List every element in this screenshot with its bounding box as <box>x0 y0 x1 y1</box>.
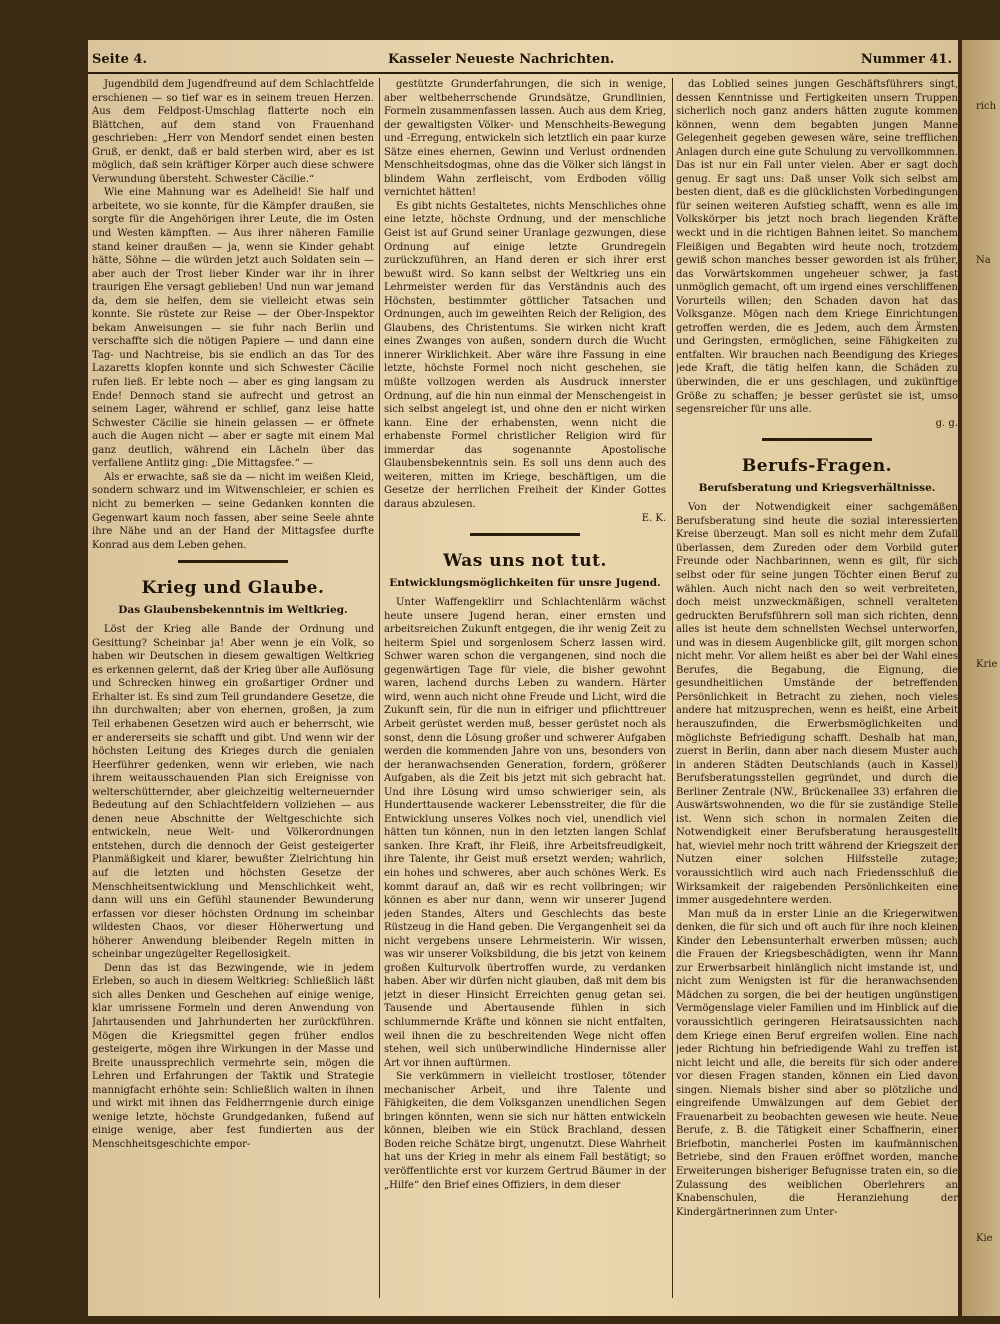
subheadline-berufsberatung: Berufsberatung und Kriegsverhältnisse. <box>698 482 936 495</box>
story-paragraph: Jugendbild dem Jugendfreund auf dem Schlachtfelde erschienen — so tief war es in seinem treuen Herzen. Aus dem Feldpost-Umschlag flatterte noch ein Blättchen, auf dem stand von Frauenhand geschrieben: „Herr von Mendorf sendet einen besten Gruß, er denkt, daß er bald sterben wird, aber es ist möglich, daß sein kräftiger Körper auch diese schwere Verwundung übersteht. Schwester Cäcilie.“ <box>92 79 374 185</box>
page-header <box>88 46 958 74</box>
article-paragraph: Löst der Krieg alle Bande der Ordnung und Gesittung? Scheinbar ja! Aber wenn je ein Volk, so haben wir Deutschen in diesem gewaltigen Weltkrieg es erkennen gelernt, daß der Krieg über alle Auflösung und Schrecken hinweg ein großartiger Ordner und Erhalter ist. Es sind zum Teil grundandere Gesetze, die ihn durchwalten; aber von ehernen, großen, ja zum Teil erhabenen Gesetzen wird auch er beherrscht, wie er andererseits sie schafft und gibt. Und wenn wir der höchsten Leitung des Krieges durch die genialen Heerführer gedenken, wenn wir erleben, wie nach ihrem weitausschauenden Plan sich Ereignisse von welterschütternder, aber gleichzeitig welterneuernder Bedeutung auf den Schlachtfeldern vollziehen — aus denen neue Abschnitte der Weltgeschichte sich entwickeln, neue Welt- und Völkerordnungen entstehen, durch die dennoch der Geist gesteigerter Planmäßigkeit und klarer, bewußter Zielrichtung hin auf die letzten und höchsten Gesetze der Menschheitsentwicklung und Menschlichkeit weht, dann will uns ein Gefühl staunender Bewunderung erfassen vor dieser höchsten Ordnung im scheinbar wildesten Chaos, vor dieser Höherwertung und höherer Anwendung bleibender Regeln mitten in scheinbar ungezügelter Regellosigkeit. <box>92 624 374 961</box>
adjacent-page-edge <box>962 40 1000 1316</box>
article-paragraph: Man muß da in erster Linie an die Kriegerwitwen denken, die für sich und oft auch für ihre noch kleinen Kinder den Lebensunterhalt erwerben müssen; auch die Frauen der Kriegsbeschädigten, wenn ihr Mann zur Erwerbsarbeit hinlänglich nicht imstande ist, und nicht zum Wenigsten ist für die heranwachsenden Mädchen zu sorgen, die bei der heutigen ungünstigen Vermögenslage vieler Familien und im Hinblick auf die voraussichtlich geringeren Heiratsaussichten nach dem Kriege einen Beruf ergreifen wollen. Eine nach jeder Richtung hin befriedigende Wahl zu treffen ist nicht leicht und alle, die bereits für sich oder andere vor diesen Fragen standen, können ein Lied davon singen. Niemals bisher sind aber so plötzliche und eingreifende Umwälzungen auf dem Gebiet der Frauenarbeit zu beobachten gewesen wie heute. Neue Berufe, z. B. die Tätigkeit einer Schaffnerin, einer Briefbotin, mancherlei Posten im kaufmännischen Betriebe, sind den Frauen eröffnet worden, manche Erweiterungen bisheriger Befugnisse traten ein, so die Zulassung des weiblichen Oberlehrers an Knabenschulen, die Heranziehung der Kindergärtnerinnen zum Unter- <box>676 908 958 1218</box>
newspaper-page <box>88 40 958 1316</box>
headline-was-uns-not-tut: Was uns not tut. <box>443 551 607 572</box>
section-divider <box>762 438 872 441</box>
newspaper-title: Kasseler Neueste Nachrichten. <box>388 52 615 67</box>
page-label: Seite 4. <box>92 52 147 67</box>
subheadline-entwicklungsmoeglichkeiten: Entwicklungsmöglichkeiten für unsre Jugend. <box>389 577 661 590</box>
article-paragraph: gestützte Grunderfahrungen, die sich in wenige, aber weltbeherrschende Grundsätze, Grundlinien, Formeln zusammenfassen lassen. Auch aus dem Krieg, der gewaltigsten Völker- und Menschheits-Bewegung und -Erregung, entwickeln sich letztlich ein paar kurze Sätze eines ehernen, Gewinn und Verlust ordnenden Menschheitsdogmas, ohne das die Völker sich längst in blindem Wahn zerfleischt, vom Erdboden völlig vernichtet hätten! <box>384 79 666 199</box>
edge-text-fragment: Krie <box>976 659 998 670</box>
subheadline-glaubensbekenntnis: Das Glaubensbekenntnis im Weltkrieg. <box>118 604 348 617</box>
article-paragraph: Denn das ist das Bezwingende, wie in jedem Erleben, so auch in diesem Weltkrieg: Schließlich läßt sich alles Denken und Geschehen auf einige wenige, klar umrissene Formeln und deren Anwendung von Jahrtausenden und Jahrhunderten her zurückführen. Mögen die Kriegsmittel gegen früher endlos gesteigerte, mögen ihre Wirkungen in der Masse und Breite unaussprechlich vermehrte sein, mögen die Lehren und Erfahrungen der Taktik und Strategie mannigfacht erhöhte sein: Schließlich walten in ihnen und wirkt mit ihnen das Feldherrngenie durch einige wenige letzte, höchste Grundgedanken, fußend auf einige wenige, aber fest fundierten aus der Menschheitsgeschichte empor- <box>92 962 374 1150</box>
edge-text-fragment: Kie <box>976 1233 993 1244</box>
edge-text-fragment: Na <box>976 255 991 266</box>
column-1 <box>92 78 374 1308</box>
article-paragraph: Unter Waffengeklirr und Schlachtenlärm wächst heute unsere Jugend heran, einer ernsten und arbeitsreichen Zukunft entgegen, die ihr wenig Zeit zu heiterm Spiel und sorgenlosem Scherz lassen wird. Schwer waren schon die vergangenen, sind noch die gegenwärtigen Tage für viele, die bisher gewohnt waren, lachend durchs Leben zu wandern. Härter wird, wenn auch nicht ohne Freude und Licht, wird die Zukunft sein, für die nun in eifriger und pflichttreuer Arbeit gerüstet werden muß, besser gerüstet noch als sonst, denn die Lösung großer und schwerer Aufgaben werden die kommenden Jahre von uns, besonders von der heranwachsenden Generation, fordern, größerer Aufgaben, als die Zeit bis jetzt mit sich gebracht hat. Und ihre Lösung wird umso schwieriger sein, als Hunderttausende wackerer Lebensstreiter, die für die Entwicklung unseres Volkes noch viel, unendlich viel hätten tun können, nun in den letzten langen Schlaf sanken. Ihre Kraft, ihr Fleiß, ihre Arbeitsfreudigkeit, ihre Talente, ihr Geist muß ersetzt werden; wahrlich, ein hohes und schweres, aber auch schönes Werk. Es kommt darauf an, daß wir es recht vollbringen; wir können es aber nur dann, wenn wir unserer Jugend jeden Standes, Alters und Geschlechts das beste Rüstzeug in die Hand geben. Die Vergangenheit sei da nicht vergebens unsere Lehrmeisterin. Wir wissen, was wir unserer Volksbildung, die bis jetzt von keinem großen Kulturvolk übertroffen wurde, zu verdanken haben. Aber wir dürfen nicht glauben, daß mit dem bis jetzt in dieser Hinsicht Erreichten genug getan sei. Tausende und Abertausende fühlen in sich schlummernde Kräfte und können sie nicht entfalten, weil ihnen die zu beschreitenden Wege nicht offen stehen, weil sich unüberwindliche Hindernisse aller Art vor ihnen auftürmen. <box>384 597 666 1069</box>
column-2 <box>384 78 666 1308</box>
column-rule <box>379 78 380 1298</box>
section-divider <box>178 560 288 563</box>
column-3 <box>676 78 958 1308</box>
article-paragraph: das Loblied seines jungen Geschäftsführers singt, dessen Kenntnisse und Fertigkeiten unsern Truppen sicherlich noch ganz anders hätten zugute kommen können, wenn dem begabten jungen Manne Gelegenheit gegeben gewesen wäre, seine trefflichen Anlagen durch eine gute Schulung zu vervollkommnen. Das ist nur ein Fall unter vielen. Aber er sagt doch genug. Er sagt uns: Daß unser Volk sich selbst am besten dient, daß es die glücklichsten Vorbedingungen für seinen weiteren Aufstieg schafft, wenn es alle im Volkskörper bis jetzt noch brach liegenden Kräfte weckt und in die richtigen Bahnen leitet. So manchem Fleißigen und Begabten wird heute noch, trotzdem gewiß schon manches besser geworden ist als früher, das Vorwärtskommen ungeheuer schwer, ja fast unmöglich gemacht, oft um irgend eines verschliffenen Vorurteils willen; den Schaden davon hat das Volksganze. Mögen nach dem Kriege Einrichtungen getroffen werden, die es Jedem, auch dem Ärmsten und Geringsten, ermöglichen, seine Fähigkeiten zu entfalten. Wir brauchen nach Beendigung des Krieges jede Kraft, die tätig helfen kann, die Schäden zu überwinden, die er uns geschlagen, und zukünftige Größe zu schaffen; je besser gerüstet sie ist, umso segensreicher für uns alle. <box>676 79 958 416</box>
story-paragraph: Wie eine Mahnung war es Adelheid! Sie half und arbeitete, wo sie konnte, für die Kämpfer draußen, sie sorgte für die Angehörigen ihrer Leute, die im Osten und Westen kämpften. — Aus ihrer näheren Familie stand keiner draußen — ja, wenn sie Kinder gehabt hätte, Söhne — die würden jetzt auch Soldaten sein — aber auch der Trost lieber Kinder war ihr in ihrer traurigen Ehe versagt geblieben! Und nun war jemand da, dem sie helfen, dem sie vielleicht etwas sein konnte. Sie rüstete zur Reise — der Ober-Inspektor bekam Anweisungen — sie fuhr nach Berlin und verschaffte sich die nötigen Papiere — und dann eine Tag- und Nachtreise, bis sie endlich an das Tor des Lazaretts klopfen konnte und sich Schwester Cäcilie rufen ließ. Er lebte noch — aber es ging langsam zu Ende! Dennoch stand sie aufrecht und getrost an seinem Lager, während er schlief, ganz leise hatte Schwester Cäcilie sie hinein gelassen — er öffnete auch die Augen nicht — aber er sagte mit einem Mal ganz deutlich, während ein Lächeln über das verfallene Antlitz ging: „Die Mittagsfee.“ — <box>92 187 374 470</box>
headline-krieg-und-glaube: Krieg und Glaube. <box>141 578 325 599</box>
section-divider <box>470 533 580 536</box>
story-paragraph: Als er erwachte, saß sie da — nicht im weißen Kleid, sondern schwarz und im Witwenschleier, er schien es nicht zu bemerken — seine Gedanken konnten die Gegenwart kaum noch fassen, aber seine Seele ahnte ihre Nähe und an der Hand der Mittagsfee durfte Konrad aus dem Leben gehen. <box>92 471 374 551</box>
author-signature: g. g. <box>935 417 958 429</box>
column-rule <box>672 78 673 1298</box>
article-paragraph: Von der Notwendigkeit einer sachgemäßen Berufsberatung sind heute die sozial interessierten Kreise überzeugt. Man soll es nicht mehr dem Zufall überlassen, dem Zureden oder dem Vorbild guter Freunde oder Nachbarinnen, wenn es gilt, für sich selbst oder für seine jungen Töchter einen Beruf zu wählen. Auch nicht nach den so weit verbreiteten, doch meist unzweckmäßigen, schnell veralteten gedruckten Berufsführern soll man sich richten, denn alles ist heute dem schnellsten Wechsel unterworfen, und was in diesem Augenblicke gilt, gilt morgen schon nicht mehr. Vor allem heißt es aber bei der Wahl eines Berufes, die Begabung, die Eignung, die gesundheitlichen Umstände der betreffenden Persönlichkeit in Betracht zu ziehen, noch vieles andere hat mitzusprechen, wenn es heißt, eine Arbeit herauszufinden, die Erwerbsmöglichkeiten und möglichste Befriedigung schafft. Deshalb hat man, zuerst in Berlin, dann aber nach diesem Muster auch in anderen Städten Deutschlands (auch in Kassel) Berufsberatungsstellen gegründet, und durch die Berliner Zentrale (NW., Brückenallee 33) erfahren die Auswärtswohnenden, wo die für sie zuständige Stelle ist. Wenn sich schon in normalen Zeiten die Notwendigkeit einer Berufsberatung herausgestellt hat, wieviel mehr noch tritt während der Kriegszeit der Nutzen einer solchen Hilfsstelle zutage; voraussichtlich wird auch nach Friedensschluß die Wirksamkeit der raigebenden Persönlichkeiten eine immer ausgedehntere werden. <box>676 502 958 907</box>
author-signature: E. K. <box>641 512 666 524</box>
article-paragraph: Sie verkümmern in vielleicht trostloser, tötender mechanischer Arbeit, und ihre Talente und Fähigkeiten, die dem Volksganzen unendlichen Segen bringen könnten, wenn sie sich nur hätten entwickeln können, bleiben wie ein Stück Brachland, dessen Boden reiche Schätze birgt, ungenutzt. Diese Wahrheit hat uns der Krieg in mehr als einem Fall bestätigt; so veröffentlichte erst vor kurzem Gertrud Bäumer in der „Hilfe“ den Brief eines Offiziers, in dem dieser <box>384 1071 666 1191</box>
issue-number: Nummer 41. <box>860 52 952 67</box>
article-paragraph: Es gibt nichts Gestaltetes, nichts Menschliches ohne eine letzte, höchste Ordnung, und der menschliche Geist ist auf Grund seiner Uranlage gezwungen, diese Ordnung auf einige letzte Grundregeln zurückzuführen, an Hand deren er sich ihrer erst bewußt wird. So kann selbst der Weltkrieg uns ein Lehrmeister werden für das Verständnis auch des Höchsten, bestimmter göttlicher Tatsachen und Ordnungen, auch im geweihten Reich der Religion, des Glaubens, des Christentums. Sie wirken nicht kraft eines Zwanges von außen, sondern durch die Wucht innerer Wirklichkeit. Aber wäre ihre Fassung in eine letzte, höchste Formel noch nicht geschehen, sie müßte vollzogen werden als Ausdruck innerster Ordnung, auf die hin nun einmal der Menschengeist in sich selbst angelegt ist, und ohne den er nicht wirken kann. Eine der erhabensten, wenn nicht die erhabenste Formel christlicher Religion wird für immerdar das sogenannte Apostolische Glaubensbekenntnis sein. Es soll uns denn auch des weiteren, mitten im Kriege, beschäftigen, um die Gesetze der herrlichen Freiheit der Kinder Gottes daraus abzulesen. <box>384 200 666 510</box>
edge-text-fragment: rich <box>976 101 997 112</box>
headline-berufs-fragen: Berufs-Fragen. <box>741 456 893 477</box>
